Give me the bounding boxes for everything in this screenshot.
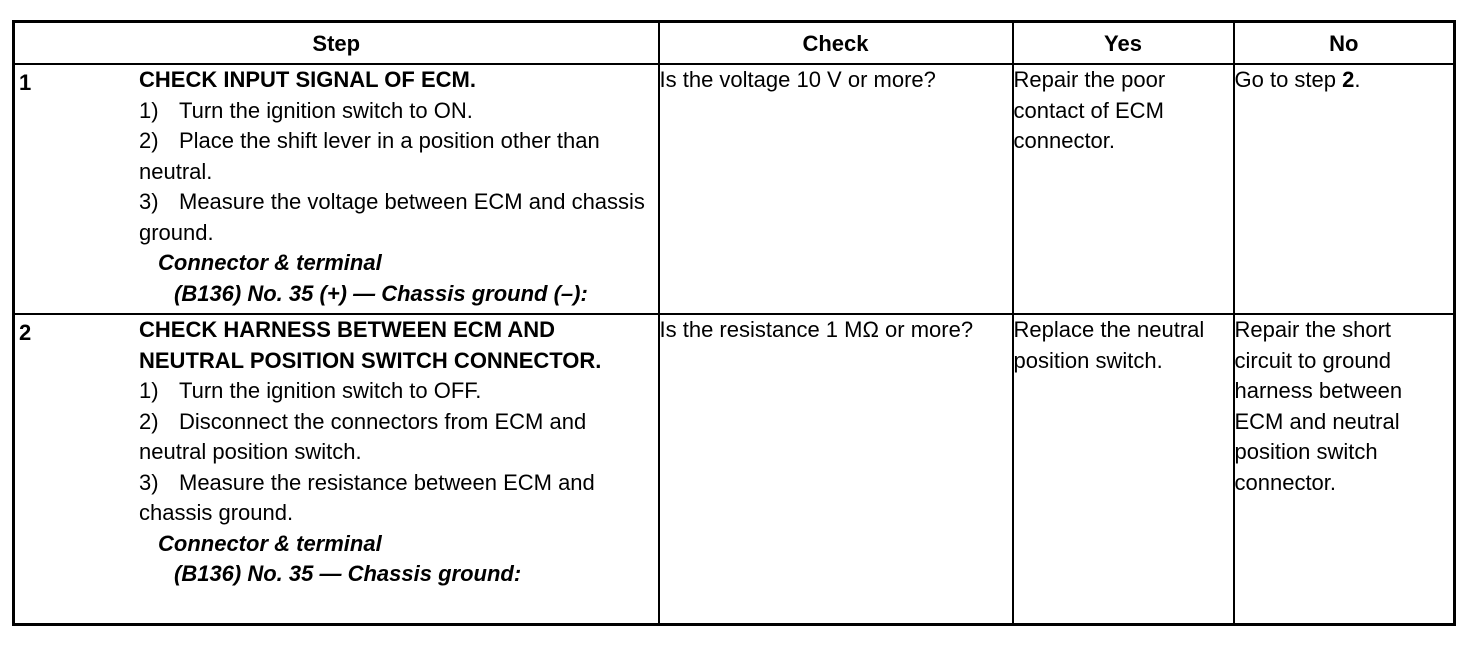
- substep: 3) Measure the voltage between ECM and chassis ground.: [139, 189, 645, 245]
- header-step: Step: [14, 22, 659, 65]
- step-number: 2: [19, 320, 32, 345]
- no-cell: Repair the short circuit to ground harness between ECM and neutral position switch connector.: [1234, 314, 1455, 624]
- step-title: CHECK HARNESS BETWEEN ECM AND NEUTRAL POSITION SWITCH CONNECTOR.: [139, 317, 602, 373]
- header-yes: Yes: [1013, 22, 1234, 65]
- substep: 1) Turn the ignition switch to OFF.: [139, 378, 482, 403]
- no-cell: Go to step 2.: [1234, 64, 1455, 314]
- connector-terminal: (B136) No. 35 (+) — Chassis ground (–):: [174, 280, 588, 306]
- step-reference: 2: [1342, 67, 1355, 92]
- step-number: 1: [19, 70, 32, 95]
- table-row: [14, 314, 1455, 624]
- header-check: Check: [659, 22, 1013, 65]
- step-title: CHECK INPUT SIGNAL OF ECM.: [139, 67, 476, 92]
- table-row: [14, 64, 1455, 314]
- connector-label: Connector & terminal: [158, 250, 382, 275]
- check-cell: Is the resistance 1 MΩ or more?: [659, 314, 1013, 624]
- substep: 2) Disconnect the connectors from ECM and neutral position switch.: [139, 408, 587, 464]
- connector-label: Connector & terminal: [158, 530, 382, 556]
- header-no: No: [1234, 22, 1455, 65]
- yes-cell: Repair the poor contact of ECM connector.: [1013, 64, 1234, 314]
- header-row: [14, 22, 1455, 65]
- diagnostic-table: [12, 20, 1456, 626]
- connector-terminal: (B136) No. 35 — Chassis ground:: [174, 561, 522, 586]
- substep: 1) Turn the ignition switch to ON.: [139, 97, 473, 123]
- step-cell: [14, 64, 659, 314]
- substep: 3) Measure the resistance between ECM and chassis ground.: [139, 469, 595, 525]
- step-cell: [14, 314, 659, 624]
- yes-cell: Replace the neutral position switch.: [1013, 314, 1234, 624]
- check-cell: Is the voltage 10 V or more?: [659, 64, 1013, 314]
- substep: 2) Place the shift lever in a position other than neutral.: [139, 128, 600, 184]
